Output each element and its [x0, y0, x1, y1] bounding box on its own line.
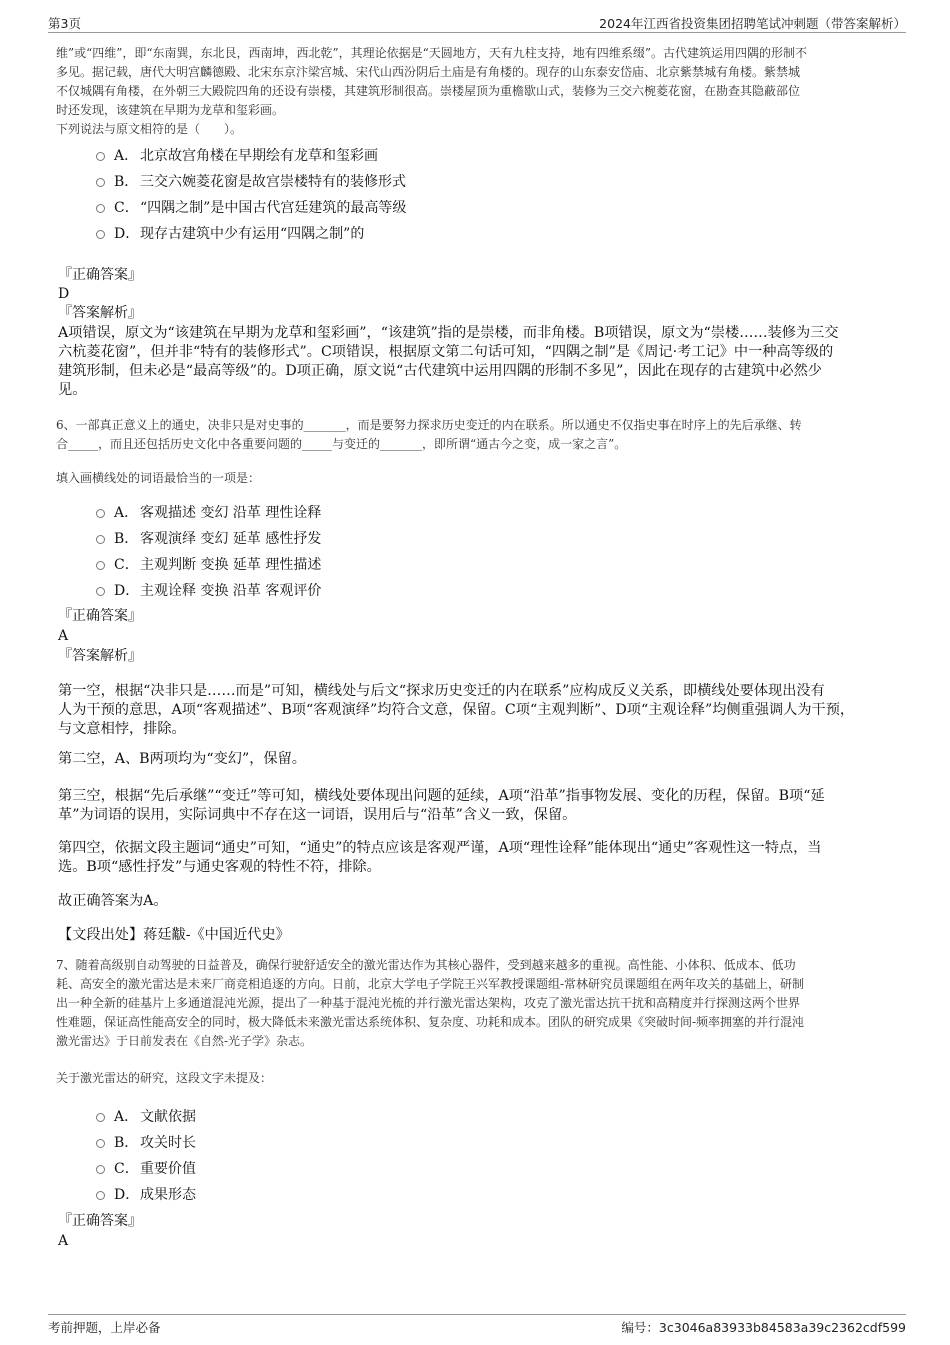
- analysis-line: A项错误，原文为“该建筑在早期为龙草和玺彩画”，“该建筑”指的是崇楼，而非角楼。B项错误，原文为“崇楼……装修为三交: [58, 325, 839, 341]
- radio-icon[interactable]: [96, 1113, 105, 1122]
- analysis-line: 见。: [58, 382, 87, 398]
- q6-stem: [56, 416, 902, 454]
- option-c[interactable]: C．重要价值: [96, 1158, 196, 1184]
- page-footer: [48, 1314, 906, 1335]
- q6-options: [96, 502, 321, 606]
- radio-icon[interactable]: [96, 509, 105, 518]
- answer-value: D: [58, 286, 70, 302]
- radio-icon[interactable]: [96, 1165, 105, 1174]
- option-a[interactable]: A． 北京故宫角楼在早期绘有龙草和玺彩画: [96, 145, 406, 171]
- option-b[interactable]: B． 攻关时长: [96, 1132, 196, 1158]
- answer-value: A: [58, 1233, 69, 1249]
- analysis-paragraph: 第三空，根据“先后承继”“变迁”等可知，横线处要体现出问题的延续，A项“沿革”指事物发展、变化的历程，保留。B项“延 革”为词语的误用，实际词典中不存在这一词语，误用后与“沿革”含义一致，保留。: [58, 788, 825, 823]
- question-text: 下列说法与原文相符的是（ ）。: [56, 122, 243, 136]
- option-d[interactable]: D．现存古建筑中少有运用“四隅之制”的: [96, 223, 406, 249]
- passage-line: 时还发现，该建筑在早期为龙草和玺彩画。: [56, 103, 285, 117]
- document-title: 2024年江西省投资集团招聘笔试冲刺题（带答案解析）: [599, 16, 906, 31]
- radio-icon[interactable]: [96, 178, 105, 187]
- option-d[interactable]: D．主观诠释 变换 沿革 客观评价: [96, 580, 321, 606]
- option-c[interactable]: C．“四隅之制”是中国古代宫廷建筑的最高等级: [96, 197, 406, 223]
- q7-answer-block: [58, 1212, 902, 1251]
- radio-icon[interactable]: [96, 1191, 105, 1200]
- q6-answer-block: [58, 607, 902, 666]
- passage-line: 维”或“四维”，即“东南巽，东北艮，西南坤，西北乾”，其理论依据是“天圆地方，天有九柱支持，地有四维系缀”。古代建筑运用四隅的形制不: [56, 46, 807, 60]
- stem-line: 出一种全新的硅基片上多通道混沌光源，提出了一种基于混沌光梳的并行激光雷达架构，攻克了激光雷达抗干扰和高精度并行探测这两个世界: [56, 996, 801, 1010]
- q7-stem: [56, 956, 902, 1051]
- q5-analysis: [58, 324, 902, 400]
- q5-answer-block: [58, 266, 902, 323]
- stem-line: 性难题，保证高性能高安全的同时，极大降低未来激光雷达系统体积、复杂度、功耗和成本。团队的研究成果《突破时间-频率拥塞的并行混沌: [56, 1015, 805, 1029]
- analysis-paragraph: 故正确答案为A。: [58, 893, 168, 909]
- q6-analysis: [58, 682, 902, 945]
- radio-icon[interactable]: [96, 561, 105, 570]
- option-a[interactable]: A． 客观描述 变幻 沿革 理性诠释: [96, 502, 321, 528]
- source-citation: 【文段出处】蒋廷黻-《中国近代史》: [58, 927, 290, 943]
- page-header: [48, 14, 906, 33]
- stem-line: 耗、高安全的激光雷达是未来厂商竞相追逐的方向。日前，北京大学电子学院王兴军教授课题组-常林研究员课题组在两年攻关的基础上，研制: [56, 977, 805, 991]
- stem-line: 7、随着高级别自动驾驶的日益普及，确保行驶舒适安全的激光雷达作为其核心器件，受到越来越多的重视。高性能、小体积、低成本、低功: [56, 958, 796, 972]
- document-id: 编号：3c3046a83933b84583a39c2362cdf599: [621, 1320, 906, 1335]
- option-d[interactable]: D．成果形态: [96, 1184, 196, 1210]
- stem-line: 合_____，而且还包括历史文化中各重要问题的_____与变迁的_______，即所谓“通古今之变，成一家之言”。: [56, 437, 627, 451]
- radio-icon[interactable]: [96, 230, 105, 239]
- analysis-paragraph: 第四空，依据文段主题词“通史”可知，“通史”的特点应该是客观严谨，A项“理性诠释”能体现出“通史”客观性这一特点，当 选。B项“感性抒发”与通史客观的特性不符，排除。: [58, 840, 822, 875]
- stem-line: 激光雷达》于日前发表在《自然-光子学》杂志。: [56, 1034, 313, 1048]
- stem-line: 6、一部真正意义上的通史，决非只是对史事的_______，而是要努力探求历史变迁的内在联系。所以通史不仅指史事在时序上的先后承继、转: [56, 418, 802, 432]
- answer-label: 『正确答案』: [58, 267, 142, 283]
- option-b[interactable]: B． 客观演绎 变幻 延革 感性抒发: [96, 528, 321, 554]
- radio-icon[interactable]: [96, 535, 105, 544]
- passage-line: 不仅城隅有角楼，在外朝三大殿院四角的还设有崇楼，其建筑形制很高。崇楼屋顶为重檐歇山式，装修为三交六椀菱花窗，在勘查其隐蔽部位: [56, 84, 801, 98]
- q7-options: [96, 1106, 196, 1210]
- radio-icon[interactable]: [96, 1139, 105, 1148]
- q5-options: [96, 145, 406, 249]
- analysis-paragraph: 第二空，A、B两项均为“变幻”，保留。: [58, 751, 306, 767]
- radio-icon[interactable]: [96, 152, 105, 161]
- answer-label: 『正确答案』: [58, 608, 142, 624]
- option-c[interactable]: C．主观判断 变换 延革 理性描述: [96, 554, 321, 580]
- q5-passage: [56, 44, 902, 139]
- radio-icon[interactable]: [96, 204, 105, 213]
- footer-slogan: 考前押题，上岸必备: [48, 1320, 161, 1335]
- radio-icon[interactable]: [96, 587, 105, 596]
- option-a[interactable]: A． 文献依据: [96, 1106, 196, 1132]
- analysis-paragraph: 第一空，根据“决非只是……而是”可知，横线处与后文“探求历史变迁的内在联系”应构成反义关系，即横线处要体现出没有 人为干预的意思，A项“客观描述”、B项“客观演绎”均符合文意，保留。C项“主观判断”、D项“主观诠释”均侧重强调人为干预， 与文意相悖，排除。: [58, 683, 855, 737]
- passage-line: 多见。据记载，唐代大明宫麟德殿、北宋东京汴梁宫城、宋代山西汾阴后土庙是有角楼的。现存的山东泰安岱庙、北京紫禁城有角楼。紫禁城: [56, 65, 801, 79]
- q7-question: 关于激光雷达的研究，这段文字未提及：: [56, 1071, 273, 1085]
- q6-question: 填入画横线处的词语最恰当的一项是：: [56, 471, 261, 485]
- option-b[interactable]: B． 三交六婉菱花窗是故宫崇楼特有的装修形式: [96, 171, 406, 197]
- answer-label: 『正确答案』: [58, 1213, 142, 1229]
- analysis-line: 建筑形制，但未必是“最高等级”的。D项正确，原文说“古代建筑中运用四隅的形制不多见”，因此在现存的古建筑中必然少: [58, 363, 822, 379]
- analysis-line: 六杭菱花窗”，但并非“特有的装修形式”。C项错误，根据原文第二句话可知，“四隅之制”是《周记·考工记》中一种高等级的: [58, 344, 834, 360]
- analysis-label: 『答案解析』: [58, 648, 142, 664]
- answer-value: A: [58, 628, 69, 644]
- page-number: 第3页: [48, 16, 81, 31]
- analysis-label: 『答案解析』: [58, 305, 142, 321]
